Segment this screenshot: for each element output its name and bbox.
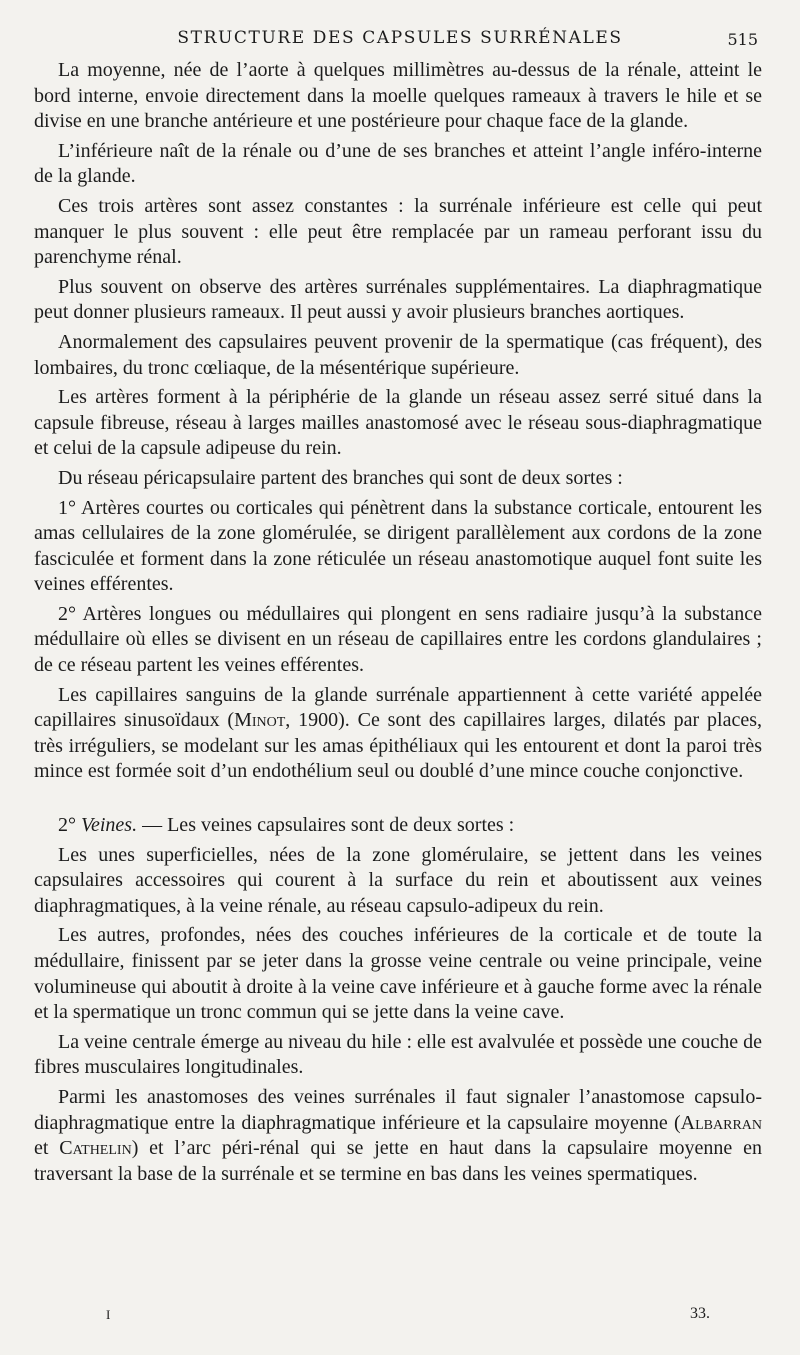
- paragraph-deep-veins: Les autres, profondes, nées des couches inférieures de la corticale et de toute la médullaire, finissent par se jeter dans la grosse veine centrale ou veine principale, veine volumineuse qui aboutit à droite à la veine cave inférieure et à gauche forme avec la rénale et la spermatique un tronc commun qui se jette dans la veine cave.: [34, 924, 762, 1024]
- page-number: 515: [727, 30, 758, 49]
- author-name: Cathelin: [59, 1137, 132, 1160]
- sheet-number: 33.: [690, 1305, 710, 1322]
- paragraph-long-arteries: 2° Artères longues ou médullaires qui plongent en sens radiaire jusqu’à la substance médullaire où elles se divisent en un réseau de capillaires entre les cordons glandulaires ; de ce réseau partent les veines efférentes.: [34, 602, 762, 677]
- text-run: — Les veines capsulaires sont de deux sortes :: [137, 814, 515, 837]
- author-name: Minot: [234, 709, 286, 732]
- section-veins-heading: [34, 813, 762, 839]
- page-header: [40, 28, 760, 54]
- page-footer: [0, 1305, 800, 1329]
- paragraph-superficial-veins: Les unes superficielles, nées de la zone glomérulaire, se jettent dans les veines capsulaires accessoires qui courent à la surface du rein et aboutissent aux veines diaphragmatiques, à la veine rénale, au réseau capsulo-adipeux du rein.: [34, 843, 762, 917]
- text-run: Les capillaires sanguins de la glande surrénale appartiennent à cette variété appelée capillaires sinusoïdaux (: [34, 683, 762, 732]
- paragraph-abnormal-origins: Anormalement des capsulaires peuvent provenir de la spermatique (cas fréquent), des lombaires, du tronc cœliaque, de la mésentérique supérieure.: [34, 330, 762, 379]
- paragraph-supplementary-arteries: Plus souvent on observe des artères surrénales supplémentaires. La diaphragmatique peut donner plusieurs rameaux. Il peut aussi y avoir plusieurs branches aortiques.: [34, 275, 762, 324]
- text-run: ) et l’arc péri-rénal qui se jette en haut dans la capsulaire moyenne en traversant la base de la surrénale et se termine en bas dans les veines spermatiques.: [34, 1137, 762, 1185]
- section-number: 2°: [58, 814, 76, 837]
- paragraph-arteries-constancy: Ces trois artères sont assez constantes : la surrénale inférieure est celle qui peut manquer le plus souvent : elle peut être remplacée par un rameau perforant issu du parenchyme rénal.: [34, 194, 762, 269]
- text-run: et: [34, 1137, 60, 1160]
- paragraph-venous-anastomoses: [34, 1085, 762, 1187]
- signature-mark: I: [106, 1307, 111, 1322]
- paragraph-sinusoidal-capillaries: [34, 683, 762, 785]
- paragraph-arteries-inferior: L’inférieure naît de la rénale ou d’une de ses branches et atteint l’angle inféro-interne de la glande.: [34, 139, 762, 188]
- paragraph-short-arteries: 1° Artères courtes ou corticales qui pénètrent dans la substance corticale, entourent les amas cellulaires de la zone glomérulée, se dirigent parallèlement aux cordons de la zone fasciculée et forment dans la zone réticulée un réseau anastomotique auquel font suite les veines efférentes.: [34, 496, 762, 596]
- text-run: Parmi les anastomoses des veines surrénales il faut signaler l’anastomose capsulo-diaphragmatique entre la diaphragmatique inférieure et la capsulaire moyenne (: [34, 1085, 762, 1134]
- running-title: STRUCTURE DES CAPSULES SURRÉNALES: [177, 28, 623, 48]
- body-text: [34, 58, 762, 1191]
- section-title: Veines.: [81, 814, 138, 837]
- paragraph-central-vein: La veine centrale émerge au niveau du hile : elle est avalvulée et possède une couche de fibres musculaires longitudinales.: [34, 1030, 762, 1079]
- paragraph-two-kinds-branches: Du réseau péricapsulaire partent des branches qui sont de deux sortes :: [58, 466, 623, 489]
- text-run: , 1900). Ce sont des capillaires larges, dilatés par places, très irréguliers, se modelant sur les amas épithéliaux qui les entourent et dont la paroi très mince est formée soit d’un endothélium seul ou doublé d’une mince couche conjonctive.: [34, 709, 762, 783]
- paragraph-arteries-middle: La moyenne, née de l’aorte à quelques millimètres au-dessus de la rénale, atteint le bord interne, envoie directement dans la moelle quelques rameaux à travers le hile et se divise en une branche antérieure et une postérieure pour chaque face de la glande.: [34, 59, 762, 133]
- author-name: Albarran: [680, 1111, 762, 1134]
- paragraph-arterial-network: Les artères forment à la périphérie de la glande un réseau assez serré situé dans la capsule fibreuse, réseau à larges mailles anastomosé avec le réseau sous-diaphragmatique et celui de la capsule adipeuse du rein.: [34, 386, 762, 460]
